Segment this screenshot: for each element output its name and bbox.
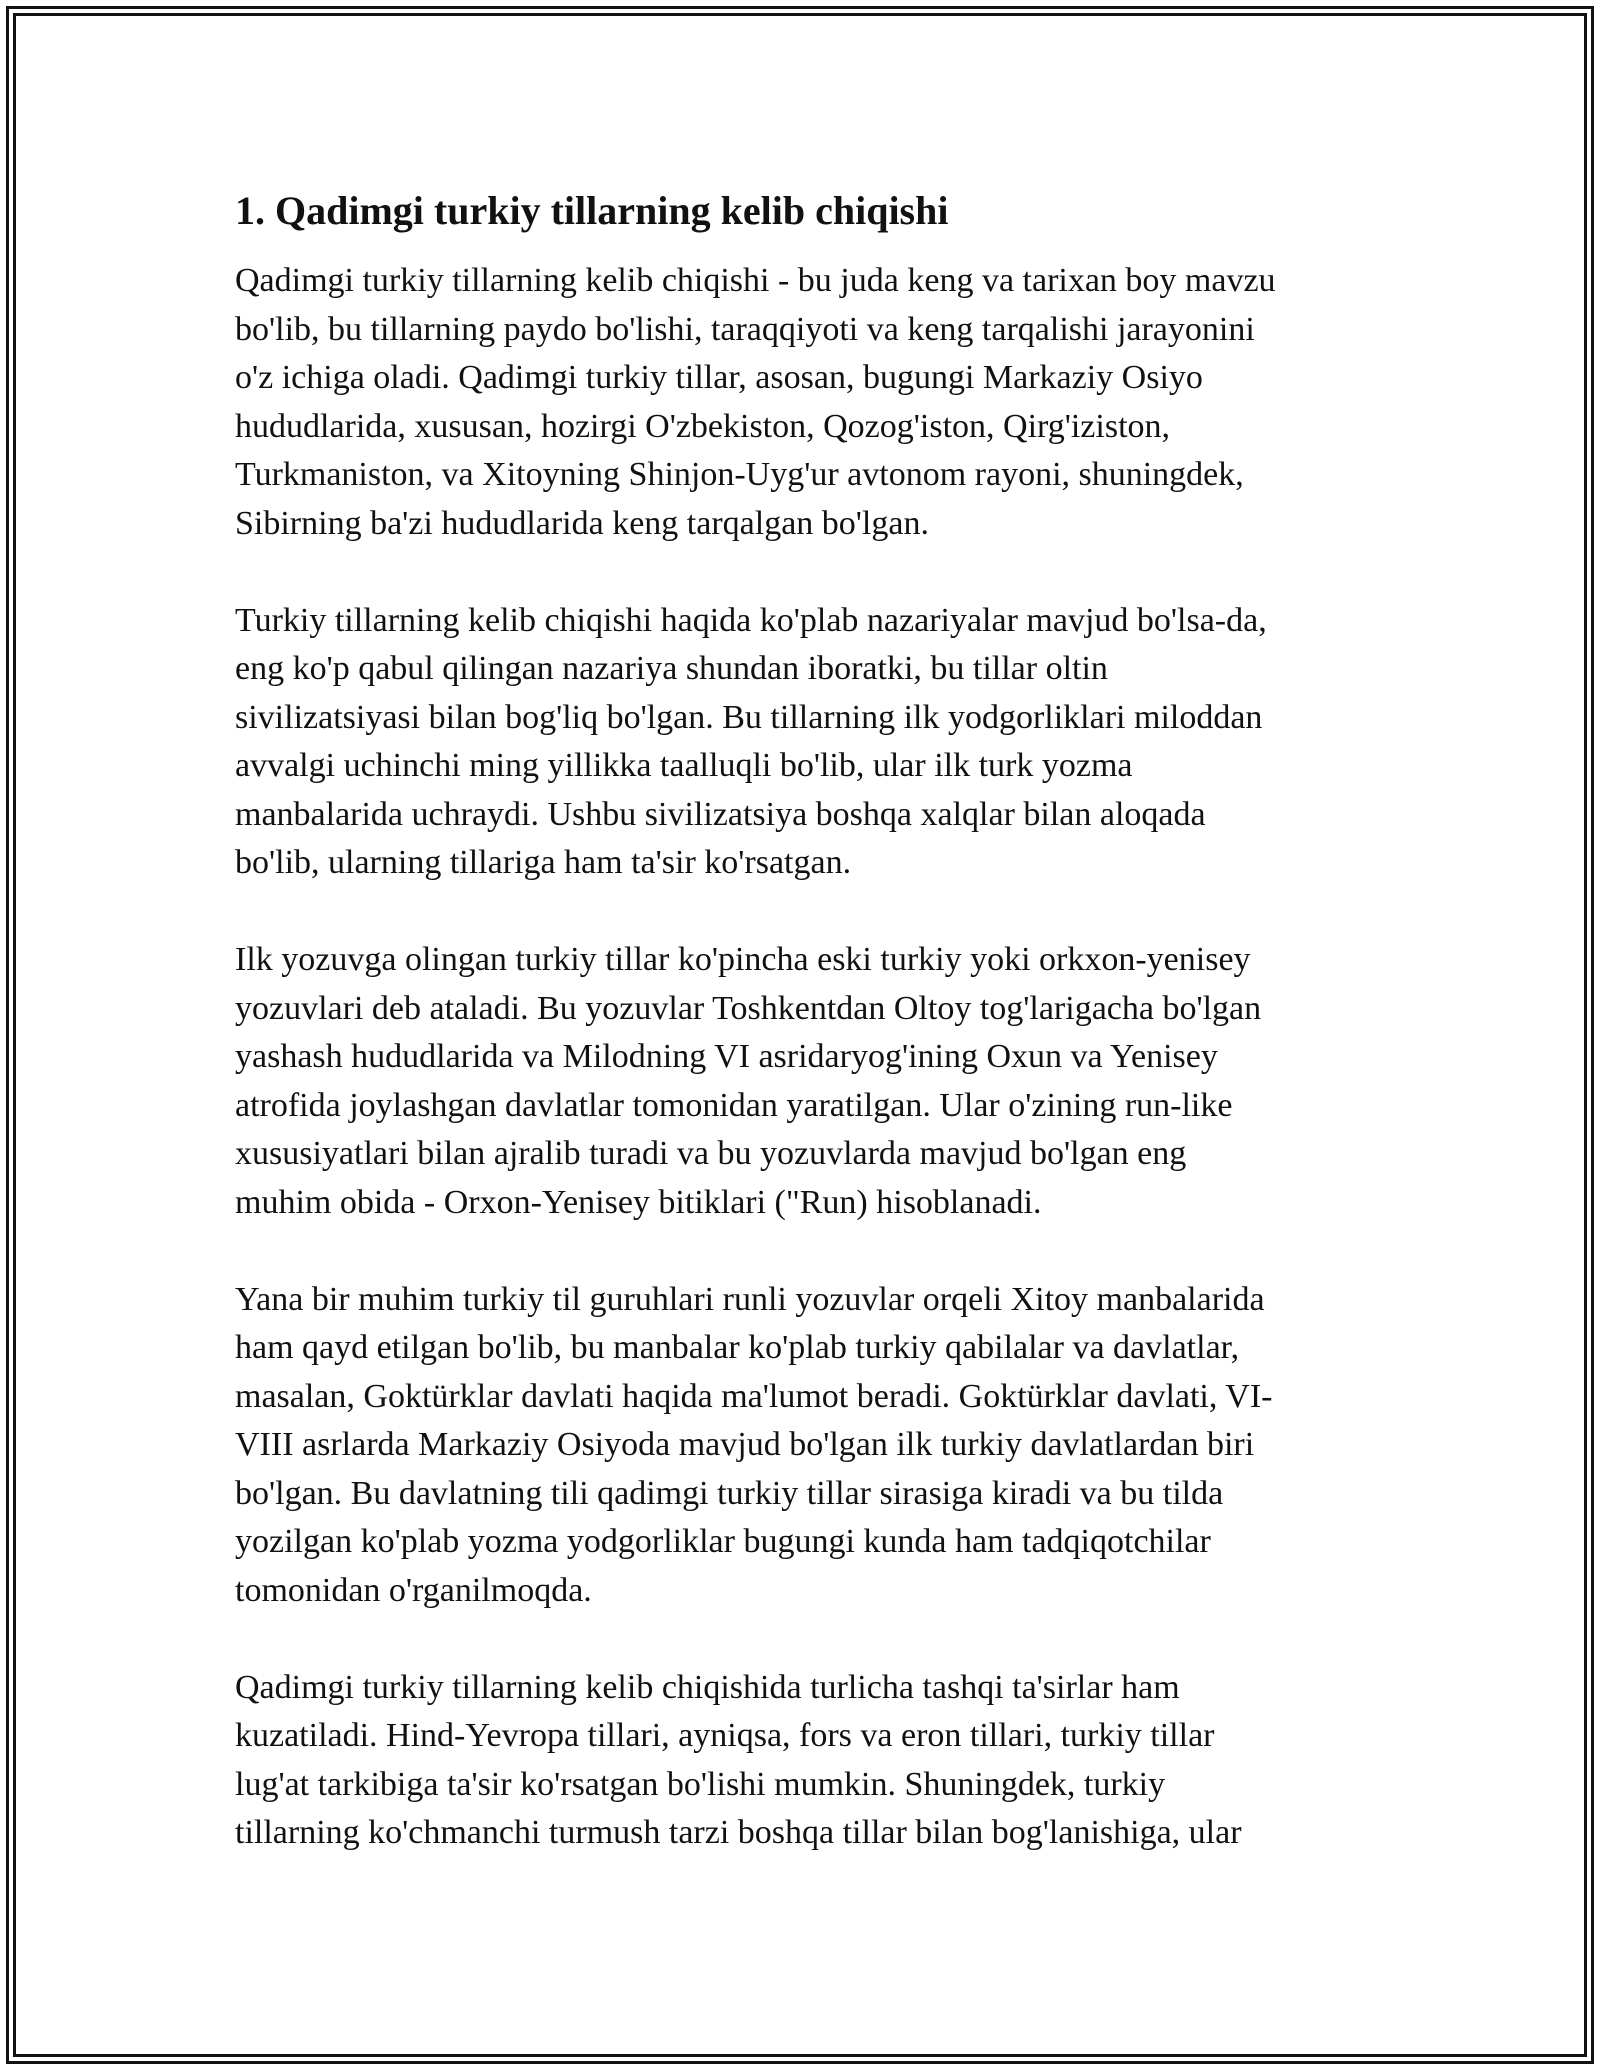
paragraph-2 — [235, 597, 1365, 888]
section-heading: 1. Qadimgi turkiy tillarning kelib chiqishi — [235, 188, 949, 233]
paragraph-3 — [235, 936, 1365, 1227]
text-line: hududlarida, xususan, hozirgi O'zbekiston, Qozog'iston, Qirg'iziston, — [235, 407, 1171, 445]
text-line: masalan, Goktürklar davlati haqida ma'lumot beradi. Goktürklar davlati, VI- — [235, 1377, 1273, 1415]
text-line: yozuvlari deb ataladi. Bu yozuvlar Toshkentdan Oltoy tog'larigacha bo'lgan — [235, 989, 1262, 1027]
text-line: muhim obida - Orxon-Yenisey bitiklari ("Run) hisoblanadi. — [235, 1183, 1042, 1221]
text-line: Turkmaniston, va Xitoyning Shinjon-Uyg'ur avtonom rayoni, shuningdek, — [235, 456, 1244, 493]
text-line: Yana bir muhim turkiy til guruhlari runli yozuvlar orqeli Xitoy manbalarida — [235, 1280, 1265, 1318]
document-body — [235, 185, 1365, 1906]
paragraph-1 — [235, 257, 1365, 548]
text-line: manbalarida uchraydi. Ushbu sivilizatsiya boshqa xalqlar bilan aloqada — [235, 795, 1206, 833]
text-line: bo'lib, bu tillarning paydo bo'lishi, taraqqiyoti va keng tarqalishi jarayonini — [235, 310, 1255, 348]
paragraph-4 — [235, 1276, 1365, 1616]
text-line: ham qayd etilgan bo'lib, bu manbalar ko'plab turkiy qabilalar va davlatlar, — [235, 1329, 1240, 1366]
text-line: eng ko'p qabul qilingan nazariya shundan iboratki, bu tillar oltin — [235, 650, 1108, 687]
text-line: atrofida joylashgan davlatlar tomonidan yaratilgan. Ular o'zining run-like — [235, 1086, 1233, 1124]
text-line: kuzatiladi. Hind-Yevropa tillari, ayniqsa, fors va eron tillari, turkiy tillar — [235, 1717, 1215, 1754]
text-line: Turkiy tillarning kelib chiqishi haqida ko'plab nazariyalar mavjud bo'lsa-da, — [235, 601, 1267, 639]
text-line: yashash hududlarida va Milodning VI asridaryog'ining Oxun va Yenisey — [235, 1038, 1218, 1075]
text-line: xususiyatlari bilan ajralib turadi va bu yozuvlarda mavjud bo'lgan eng — [235, 1135, 1187, 1172]
text-line: Sibirning ba'zi hududlarida keng tarqalgan bo'lgan. — [235, 504, 929, 542]
text-line: Qadimgi turkiy tillarning kelib chiqishi - bu juda keng va tarixan boy mavzu — [235, 262, 1276, 299]
text-line: VIII asrlarda Markaziy Osiyoda mavjud bo'lgan ilk turkiy davlatlardan biri — [235, 1426, 1255, 1463]
text-line: sivilizatsiyasi bilan bog'liq bo'lgan. Bu tillarning ilk yodgorliklari miloddan — [235, 698, 1263, 736]
text-line: avvalgi uchinchi ming yillikka taalluqli bo'lib, ular ilk turk yozma — [235, 747, 1133, 784]
text-line: lug'at tarkibiga ta'sir ko'rsatgan bo'lishi mumkin. Shuningdek, turkiy — [235, 1765, 1166, 1803]
text-line: bo'lgan. Bu davlatning tili qadimgi turkiy tillar sirasiga kiradi va bu tilda — [235, 1474, 1224, 1512]
text-line: Qadimgi turkiy tillarning kelib chiqishida turlicha tashqi ta'sirlar ham — [235, 1668, 1180, 1706]
text-line: tillarning ko'chmanchi turmush tarzi boshqa tillar bilan bog'lanishiga, ular — [235, 1814, 1242, 1851]
text-line: bo'lib, ularning tillariga ham ta'sir ko'rsatgan. — [235, 844, 852, 881]
text-line: yozilgan ko'plab yozma yodgorliklar bugungi kunda ham tadqiqotchilar — [235, 1523, 1211, 1560]
paragraph-5 — [235, 1664, 1365, 1858]
text-line: o'z ichiga oladi. Qadimgi turkiy tillar, asosan, bugungi Markaziy Osiyo — [235, 359, 1203, 396]
text-line: tomonidan o'rganilmoqda. — [235, 1571, 592, 1609]
text-line: Ilk yozuvga olingan turkiy tillar ko'pincha eski turkiy yoki orkxon-yenisey — [235, 941, 1251, 978]
